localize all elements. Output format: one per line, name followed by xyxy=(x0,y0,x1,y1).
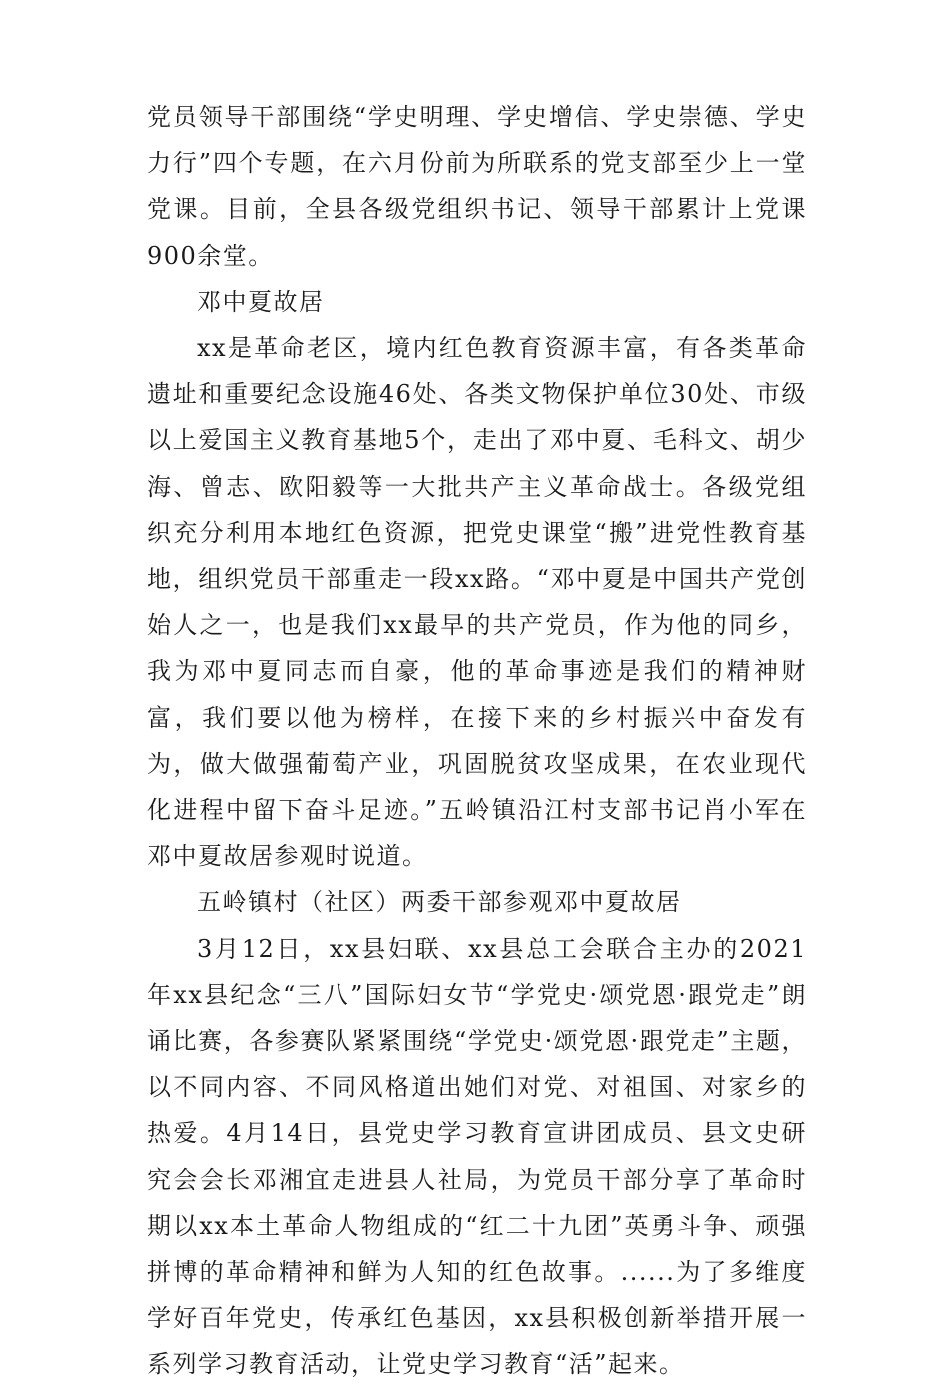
paragraph-red-resources: xx是革命老区，境内红色教育资源丰富，有各类革命遗址和重要纪念设施46处、各类文物保护单位30处、市级以上爱国主义教育基地5个，走出了邓中夏、毛科文、胡少海、曾志、欧阳毅等一大批共产主义革命战士。各级党组织充分利用本地红色资源，把党史课堂“搬”进党性教育基地，组织党员干部重走一段xx路。“邓中夏是中国共产党创始人之一，也是我们xx最早的共产党员，作为他的同乡，我为邓中夏同志而自豪，他的革命事迹是我们的精神财富，我们要以他为榜样，在接下来的乡村振兴中奋发有为，做大做强葡萄产业，巩固脱贫攻坚成果，在农业现代化进程中留下奋斗足迹。”五岭镇沿江村支部书记肖小军在邓中夏故居参观时说道。 xyxy=(147,334,807,871)
paragraph-activities: 3月12日，xx县妇联、xx县总工会联合主办的2021年xx县纪念“三八”国际妇女节“学党史·颂党恩·跟党走”朗诵比赛，各参赛队紧紧围绕“学党史·颂党恩·跟党走”主题，以不同内容、不同风格道出她们对党、对祖国、对家乡的热爱。4月14日，县党史学习教育宣讲团成员、县文史研究会会长邓湘宜走进县人社局，为党员干部分享了革命时期以xx本土革命人物组成的“红二十九团”英勇斗争、顽强拼博的革命精神和鲜为人知的红色故事。......为了多维度学好百年党史，传承红色基因，xx县积极创新举措开展一系列学习教育活动，让党史学习教育“活”起来。 xyxy=(147,934,807,1379)
paragraph-party-lessons: 党员领导干部围绕“学史明理、学史增信、学史崇德、学史力行”四个专题，在六月份前为所联系的党支部至少上一堂党课。目前，全县各级党组织书记、领导干部累计上党课900余堂。 xyxy=(147,103,807,270)
photo-caption-village-cadres: 五岭镇村（社区）两委干部参观邓中夏故居 xyxy=(197,888,682,917)
document-body xyxy=(147,94,807,1388)
photo-caption-former-residence: 邓中夏故居 xyxy=(197,287,325,316)
